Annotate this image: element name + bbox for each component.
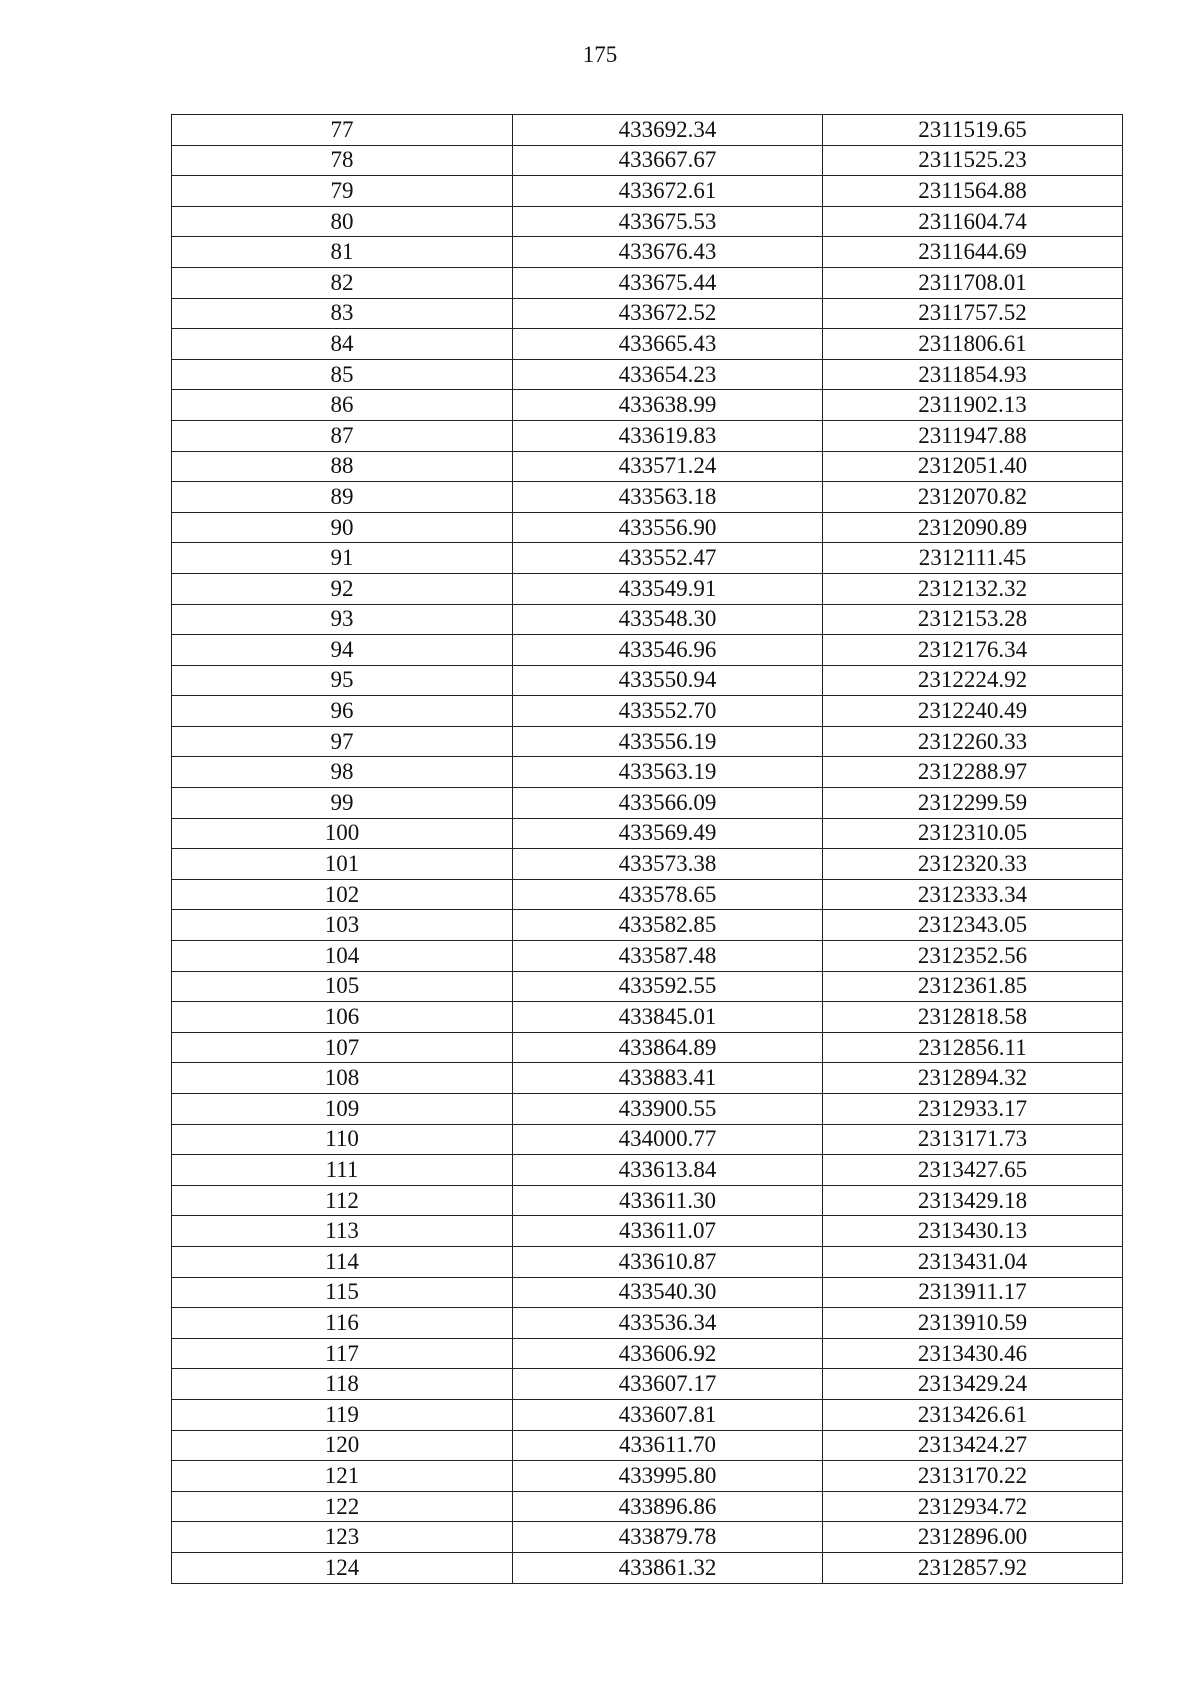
y-coordinate-cell: 2312224.92 [823, 665, 1123, 696]
x-coordinate-cell: 433900.55 [513, 1094, 823, 1125]
x-coordinate-cell: 433611.30 [513, 1185, 823, 1216]
y-coordinate-cell: 2312857.92 [823, 1552, 1123, 1583]
point-number-cell: 111 [172, 1155, 513, 1186]
table-row [172, 390, 1123, 421]
point-number-cell: 96 [172, 696, 513, 727]
x-coordinate-cell: 433556.90 [513, 512, 823, 543]
x-coordinate-cell: 433582.85 [513, 910, 823, 941]
table-row [172, 818, 1123, 849]
x-coordinate-cell: 433573.38 [513, 849, 823, 880]
y-coordinate-cell: 2311525.23 [823, 145, 1123, 176]
x-coordinate-cell: 433563.19 [513, 757, 823, 788]
x-coordinate-cell: 433883.41 [513, 1063, 823, 1094]
x-coordinate-cell: 433672.61 [513, 176, 823, 207]
y-coordinate-cell: 2312132.32 [823, 573, 1123, 604]
y-coordinate-cell: 2312310.05 [823, 818, 1123, 849]
y-coordinate-cell: 2312111.45 [823, 543, 1123, 574]
point-number-cell: 81 [172, 237, 513, 268]
table-row [172, 115, 1123, 146]
x-coordinate-cell: 433569.49 [513, 818, 823, 849]
y-coordinate-cell: 2311757.52 [823, 298, 1123, 329]
y-coordinate-cell: 2312070.82 [823, 482, 1123, 513]
x-coordinate-cell: 433672.52 [513, 298, 823, 329]
table-row [172, 420, 1123, 451]
y-coordinate-cell: 2313430.13 [823, 1216, 1123, 1247]
y-coordinate-cell: 2312240.49 [823, 696, 1123, 727]
y-coordinate-cell: 2313424.27 [823, 1430, 1123, 1461]
y-coordinate-cell: 2312320.33 [823, 849, 1123, 880]
table-row [172, 941, 1123, 972]
table-row [172, 1430, 1123, 1461]
x-coordinate-cell: 433611.70 [513, 1430, 823, 1461]
y-coordinate-cell: 2312352.56 [823, 941, 1123, 972]
table-row [172, 1277, 1123, 1308]
x-coordinate-cell: 433654.23 [513, 359, 823, 390]
y-coordinate-cell: 2312933.17 [823, 1094, 1123, 1125]
table-row [172, 849, 1123, 880]
x-coordinate-cell: 433546.96 [513, 635, 823, 666]
y-coordinate-cell: 2312090.89 [823, 512, 1123, 543]
point-number-cell: 94 [172, 635, 513, 666]
x-coordinate-cell: 433607.17 [513, 1369, 823, 1400]
point-number-cell: 123 [172, 1522, 513, 1553]
point-number-cell: 120 [172, 1430, 513, 1461]
point-number-cell: 99 [172, 788, 513, 819]
x-coordinate-cell: 433552.70 [513, 696, 823, 727]
point-number-cell: 77 [172, 115, 513, 146]
table-row [172, 788, 1123, 819]
point-number-cell: 84 [172, 329, 513, 360]
y-coordinate-cell: 2313911.17 [823, 1277, 1123, 1308]
y-coordinate-cell: 2313430.46 [823, 1338, 1123, 1369]
table-row [172, 512, 1123, 543]
x-coordinate-cell: 433864.89 [513, 1032, 823, 1063]
coordinates-table-body [172, 115, 1123, 1584]
table-row [172, 145, 1123, 176]
point-number-cell: 93 [172, 604, 513, 635]
table-row [172, 1522, 1123, 1553]
x-coordinate-cell: 433592.55 [513, 971, 823, 1002]
y-coordinate-cell: 2313429.24 [823, 1369, 1123, 1400]
x-coordinate-cell: 433566.09 [513, 788, 823, 819]
y-coordinate-cell: 2312333.34 [823, 879, 1123, 910]
point-number-cell: 105 [172, 971, 513, 1002]
table-row [172, 206, 1123, 237]
table-row [172, 1002, 1123, 1033]
x-coordinate-cell: 433995.80 [513, 1461, 823, 1492]
y-coordinate-cell: 2311902.13 [823, 390, 1123, 421]
point-number-cell: 89 [172, 482, 513, 513]
point-number-cell: 104 [172, 941, 513, 972]
table-row [172, 543, 1123, 574]
y-coordinate-cell: 2312051.40 [823, 451, 1123, 482]
point-number-cell: 80 [172, 206, 513, 237]
point-number-cell: 114 [172, 1246, 513, 1277]
point-number-cell: 83 [172, 298, 513, 329]
point-number-cell: 109 [172, 1094, 513, 1125]
table-row [172, 1094, 1123, 1125]
x-coordinate-cell: 433578.65 [513, 879, 823, 910]
x-coordinate-cell: 433549.91 [513, 573, 823, 604]
point-number-cell: 108 [172, 1063, 513, 1094]
y-coordinate-cell: 2313431.04 [823, 1246, 1123, 1277]
y-coordinate-cell: 2313427.65 [823, 1155, 1123, 1186]
x-coordinate-cell: 433667.67 [513, 145, 823, 176]
point-number-cell: 121 [172, 1461, 513, 1492]
x-coordinate-cell: 433611.07 [513, 1216, 823, 1247]
point-number-cell: 102 [172, 879, 513, 910]
point-number-cell: 92 [172, 573, 513, 604]
table-row [172, 1124, 1123, 1155]
x-coordinate-cell: 433548.30 [513, 604, 823, 635]
table-row [172, 1063, 1123, 1094]
table-row [172, 1552, 1123, 1583]
table-row [172, 1338, 1123, 1369]
table-row [172, 1308, 1123, 1339]
table-row [172, 1185, 1123, 1216]
y-coordinate-cell: 2312856.11 [823, 1032, 1123, 1063]
y-coordinate-cell: 2312288.97 [823, 757, 1123, 788]
y-coordinate-cell: 2311519.65 [823, 115, 1123, 146]
y-coordinate-cell: 2311708.01 [823, 267, 1123, 298]
table-row [172, 879, 1123, 910]
y-coordinate-cell: 2312260.33 [823, 726, 1123, 757]
y-coordinate-cell: 2311564.88 [823, 176, 1123, 207]
table-row [172, 1032, 1123, 1063]
x-coordinate-cell: 433896.86 [513, 1491, 823, 1522]
x-coordinate-cell: 433879.78 [513, 1522, 823, 1553]
point-number-cell: 85 [172, 359, 513, 390]
x-coordinate-cell: 433536.34 [513, 1308, 823, 1339]
x-coordinate-cell: 433665.43 [513, 329, 823, 360]
point-number-cell: 117 [172, 1338, 513, 1369]
table-row [172, 573, 1123, 604]
x-coordinate-cell: 433638.99 [513, 390, 823, 421]
y-coordinate-cell: 2311947.88 [823, 420, 1123, 451]
x-coordinate-cell: 433571.24 [513, 451, 823, 482]
point-number-cell: 113 [172, 1216, 513, 1247]
point-number-cell: 106 [172, 1002, 513, 1033]
y-coordinate-cell: 2312361.85 [823, 971, 1123, 1002]
y-coordinate-cell: 2311854.93 [823, 359, 1123, 390]
x-coordinate-cell: 433845.01 [513, 1002, 823, 1033]
x-coordinate-cell: 433675.44 [513, 267, 823, 298]
table-row [172, 329, 1123, 360]
y-coordinate-cell: 2311806.61 [823, 329, 1123, 360]
point-number-cell: 78 [172, 145, 513, 176]
point-number-cell: 110 [172, 1124, 513, 1155]
y-coordinate-cell: 2312176.34 [823, 635, 1123, 666]
coordinates-table [171, 114, 1123, 1584]
x-coordinate-cell: 433607.81 [513, 1399, 823, 1430]
point-number-cell: 95 [172, 665, 513, 696]
point-number-cell: 115 [172, 1277, 513, 1308]
table-row [172, 451, 1123, 482]
table-row [172, 757, 1123, 788]
x-coordinate-cell: 433861.32 [513, 1552, 823, 1583]
point-number-cell: 90 [172, 512, 513, 543]
y-coordinate-cell: 2312299.59 [823, 788, 1123, 819]
point-number-cell: 88 [172, 451, 513, 482]
table-row [172, 1399, 1123, 1430]
y-coordinate-cell: 2312818.58 [823, 1002, 1123, 1033]
y-coordinate-cell: 2313170.22 [823, 1461, 1123, 1492]
x-coordinate-cell: 433563.18 [513, 482, 823, 513]
table-row [172, 1246, 1123, 1277]
y-coordinate-cell: 2312896.00 [823, 1522, 1123, 1553]
point-number-cell: 122 [172, 1491, 513, 1522]
x-coordinate-cell: 433692.34 [513, 115, 823, 146]
table-row [172, 1369, 1123, 1400]
point-number-cell: 79 [172, 176, 513, 207]
y-coordinate-cell: 2313426.61 [823, 1399, 1123, 1430]
point-number-cell: 119 [172, 1399, 513, 1430]
y-coordinate-cell: 2312343.05 [823, 910, 1123, 941]
x-coordinate-cell: 434000.77 [513, 1124, 823, 1155]
point-number-cell: 97 [172, 726, 513, 757]
y-coordinate-cell: 2312153.28 [823, 604, 1123, 635]
table-row [172, 1216, 1123, 1247]
y-coordinate-cell: 2313429.18 [823, 1185, 1123, 1216]
table-row [172, 726, 1123, 757]
x-coordinate-cell: 433540.30 [513, 1277, 823, 1308]
table-row [172, 1491, 1123, 1522]
x-coordinate-cell: 433613.84 [513, 1155, 823, 1186]
point-number-cell: 118 [172, 1369, 513, 1400]
y-coordinate-cell: 2312934.72 [823, 1491, 1123, 1522]
table-row [172, 635, 1123, 666]
table-row [172, 237, 1123, 268]
x-coordinate-cell: 433675.53 [513, 206, 823, 237]
point-number-cell: 112 [172, 1185, 513, 1216]
x-coordinate-cell: 433610.87 [513, 1246, 823, 1277]
x-coordinate-cell: 433552.47 [513, 543, 823, 574]
point-number-cell: 91 [172, 543, 513, 574]
table-row [172, 359, 1123, 390]
table-row [172, 604, 1123, 635]
point-number-cell: 116 [172, 1308, 513, 1339]
point-number-cell: 82 [172, 267, 513, 298]
point-number-cell: 124 [172, 1552, 513, 1583]
x-coordinate-cell: 433606.92 [513, 1338, 823, 1369]
y-coordinate-cell: 2311604.74 [823, 206, 1123, 237]
table-row [172, 696, 1123, 727]
x-coordinate-cell: 433676.43 [513, 237, 823, 268]
y-coordinate-cell: 2313910.59 [823, 1308, 1123, 1339]
point-number-cell: 103 [172, 910, 513, 941]
table-row [172, 482, 1123, 513]
point-number-cell: 98 [172, 757, 513, 788]
table-row [172, 176, 1123, 207]
table-row [172, 665, 1123, 696]
table-row [172, 298, 1123, 329]
point-number-cell: 86 [172, 390, 513, 421]
table-row [172, 971, 1123, 1002]
point-number-cell: 100 [172, 818, 513, 849]
table-row [172, 1155, 1123, 1186]
y-coordinate-cell: 2312894.32 [823, 1063, 1123, 1094]
table-row [172, 1461, 1123, 1492]
point-number-cell: 87 [172, 420, 513, 451]
table-row [172, 267, 1123, 298]
y-coordinate-cell: 2313171.73 [823, 1124, 1123, 1155]
page-number: 175 [582, 42, 618, 67]
x-coordinate-cell: 433619.83 [513, 420, 823, 451]
y-coordinate-cell: 2311644.69 [823, 237, 1123, 268]
x-coordinate-cell: 433587.48 [513, 941, 823, 972]
x-coordinate-cell: 433550.94 [513, 665, 823, 696]
point-number-cell: 101 [172, 849, 513, 880]
point-number-cell: 107 [172, 1032, 513, 1063]
x-coordinate-cell: 433556.19 [513, 726, 823, 757]
table-row [172, 910, 1123, 941]
